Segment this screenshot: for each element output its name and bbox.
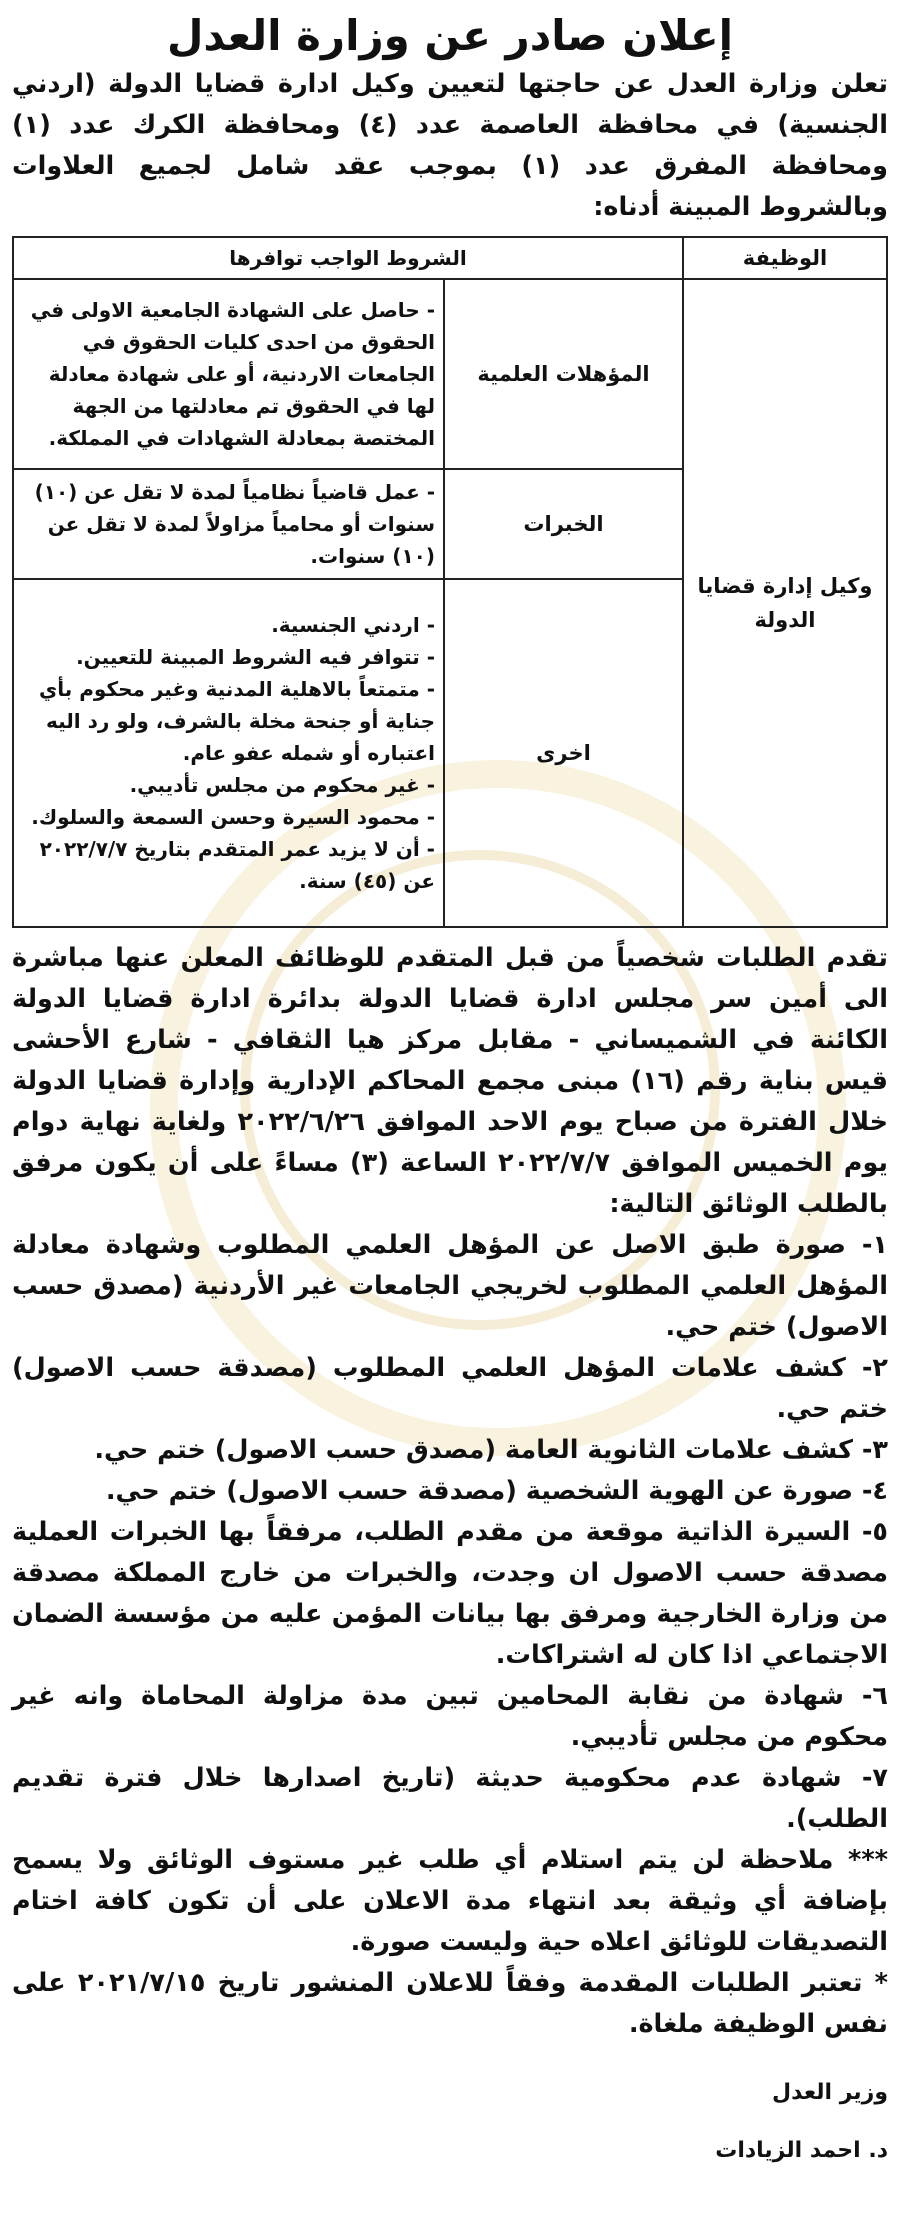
note-cancellation: * تعتبر الطلبات المقدمة وفقاً للاعلان المنشور تاريخ ٢٠٢١/٧/١٥ على نفس الوظيفة ملغاة.: [12, 1968, 888, 2039]
condition-line: - محمود السيرة وحسن السمعة والسلوك.: [31, 805, 435, 829]
note-documents: *** ملاحظة لن يتم استلام أي طلب غير مستوف الوثائق ولا يسمح بإضافة أي وثيقة بعد انتهاء مدة الاعلان على أن تكون كافة اختام التصديقات للوثائق اعلاه حية وليست صورة.: [12, 1845, 888, 1957]
conditions-qualifications: [13, 279, 444, 469]
condition-line: - أن لا يزيد عمر المتقدم بتاريخ ٢٠٢٢/٧/٧ عن (٤٥) سنة.: [39, 837, 435, 893]
condition-line: - تتوافر فيه الشروط المبينة للتعيين.: [76, 645, 435, 669]
list-item: ١- صورة طبق الاصل عن المؤهل العلمي المطلوب وشهادة معادلة المؤهل العلمي المطلوب لخريجي الجامعات غير الأردنية (مصدق حسب الاصول) ختم حي.: [12, 1230, 888, 1342]
category-experience: الخبرات: [444, 469, 683, 579]
documents-list: [12, 1225, 888, 1840]
condition-line: - حاصل على الشهادة الجامعية الاولى في الحقوق من احدى كليات الحقوق في الجامعات الاردنية، أو على شهادة معادلة لها في الحقوق تم معادلتها من الجهة المختصة بمعادلة الشهادات في المملكة.: [30, 298, 435, 450]
condition-line: - اردني الجنسية.: [271, 613, 435, 637]
category-other: اخرى: [444, 579, 683, 927]
signature-role: وزير العدل: [772, 2080, 888, 2105]
intro-paragraph: تعلن وزارة العدل عن حاجتها لتعيين وكيل ادارة قضايا الدولة (اردني الجنسية) في محافظة العاصمة عدد (٤) ومحافظة الكرك عدد (١) ومحافظة المفرق عدد (١) بموجب عقد شامل لجميع العلاوات وبالشروط المبينة أدناه:: [12, 69, 888, 222]
list-item: ٣- كشف علامات الثانوية العامة (مصدق حسب الاصول) ختم حي.: [94, 1435, 888, 1465]
submission-paragraph: تقدم الطلبات شخصياً من قبل المتقدم للوظائف المعلن عنها مباشرة الى أمين سر مجلس ادارة قضايا الدولة بدائرة ادارة قضايا الدولة الكائنة في الشميساني - مقابل مركز هيا الثقافي - شارع الأحشى قيس بناية رقم (١٦) مبنى مجمع المحاكم الإدارية وإدارة قضايا الدولة خلال الفترة من صباح يوم الاحد الموافق ٢٠٢٢/٦/٢٦ ولغاية نهاية دوام يوم الخميس الموافق ٢٠٢٢/٧/٧ الساعة (٣) مساءً على أن يكون مرفق بالطلب الوثائق التالية:: [12, 943, 889, 1219]
list-item: ٥- السيرة الذاتية موقعة من مقدم الطلب، مرفقاً بها الخبرات العملية مصدقة حسب الاصول ان وجدت، والخبرات من خارج المملكة مصدقة من وزارة الخارجية ومرفق بها بيانات المؤمن عليه من مؤسسة الضمان الاجتماعي اذا كان له اشتراكات.: [12, 1517, 888, 1670]
page-title: إعلان صادر عن وزارة العدل: [166, 11, 734, 60]
list-item: ٧- شهادة عدم محكومية حديثة (تاريخ اصدارها خلال فترة تقديم الطلب).: [12, 1763, 888, 1834]
table-row: [13, 279, 887, 469]
list-item: ٦- شهادة من نقابة المحامين تبين مدة مزاولة المحاماة وانه غير محكوم من مجلس تأديبي.: [12, 1681, 888, 1752]
signature-name: د. احمد الزيادات: [715, 2138, 888, 2163]
condition-line: - غير محكوم من مجلس تأديبي.: [129, 773, 435, 797]
requirements-table: [12, 236, 888, 928]
table-header-row: [13, 237, 887, 279]
list-item: ٢- كشف علامات المؤهل العلمي المطلوب (مصدقة حسب الاصول) ختم حي.: [12, 1353, 888, 1424]
condition-line: - متمتعاً بالاهلية المدنية وغير محكوم بأي جناية أو جنحة مخلة بالشرف، ولو رد اليه اعتباره أو شمله عفو عام.: [38, 677, 435, 765]
list-item: ٤- صورة عن الهوية الشخصية (مصدقة حسب الاصول) ختم حي.: [105, 1476, 888, 1506]
category-qualifications: المؤهلات العلمية: [444, 279, 683, 469]
conditions-experience: [13, 469, 444, 579]
header-conditions: الشروط الواجب توافرها: [13, 237, 683, 279]
job-title-cell: وكيل إدارة قضايا الدولة: [683, 279, 887, 927]
header-job: الوظيفة: [683, 237, 887, 279]
announcement: [12, 8, 888, 2169]
conditions-other: [13, 579, 444, 927]
condition-line: - عمل قاضياً نظامياً لمدة لا تقل عن (١٠) سنوات أو محامياً مزاولاً لمدة لا تقل عن (١٠) سنوات.: [34, 480, 435, 568]
